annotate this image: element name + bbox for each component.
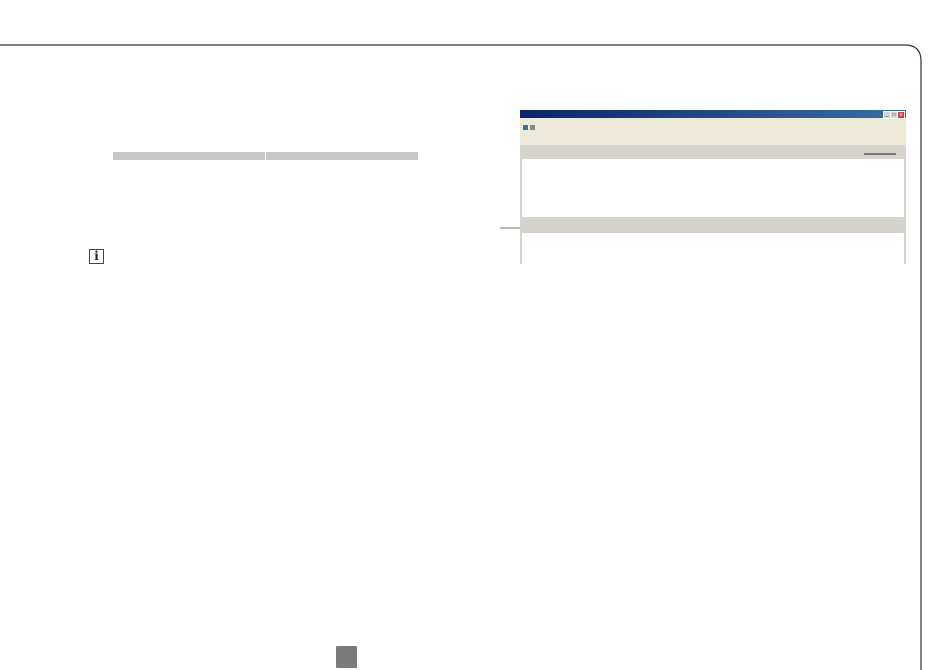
app-screenshot (520, 110, 906, 264)
print-icon[interactable] (530, 125, 535, 130)
close-icon[interactable]: x (897, 111, 905, 119)
zoom-control (864, 151, 896, 157)
channel-tabs (520, 138, 906, 145)
maximize-icon[interactable]: □ (890, 111, 898, 119)
info-icon: i (89, 249, 104, 264)
program-tabs (520, 131, 906, 138)
minimize-icon[interactable]: _ (883, 111, 891, 119)
event-table (522, 233, 904, 264)
save-icon[interactable] (523, 125, 528, 130)
week-grid[interactable] (522, 159, 904, 217)
toolbar (520, 125, 906, 131)
weekday-table (112, 151, 419, 161)
menu-bar (520, 118, 906, 125)
language-badge (336, 646, 357, 668)
header-event (113, 152, 266, 161)
zoom-select[interactable] (864, 153, 896, 155)
title-bar (520, 110, 906, 118)
header-weekdays (266, 152, 419, 161)
